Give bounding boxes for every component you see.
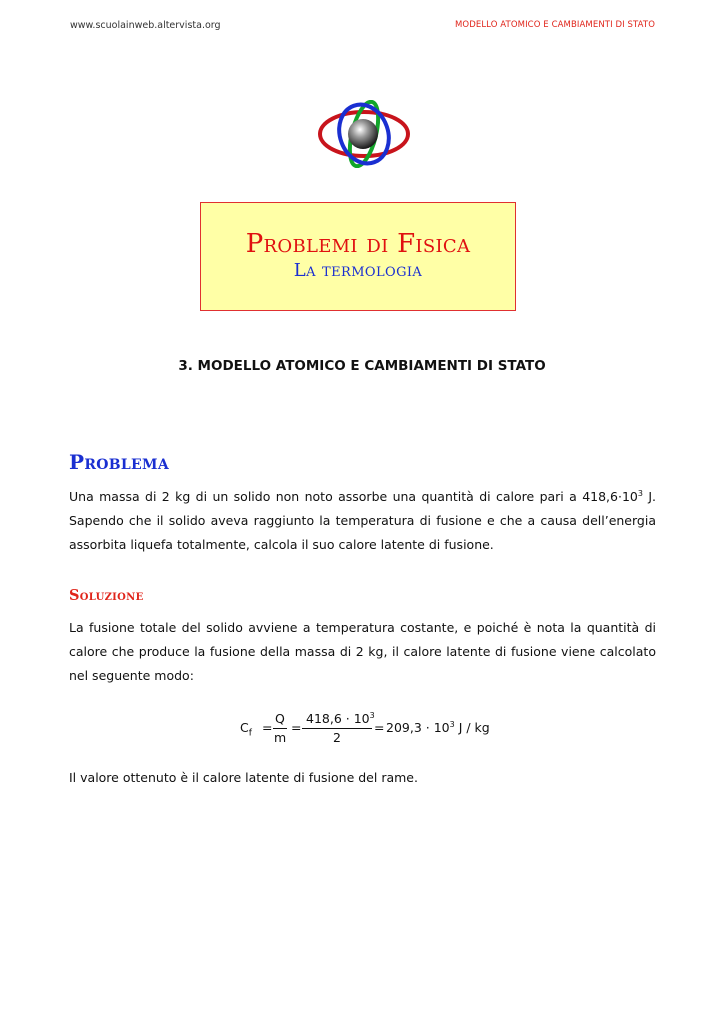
- conclusion-text: Il valore ottenuto è il calore latente di fusione del rame.: [69, 770, 418, 785]
- formula-subscript: f: [248, 728, 252, 739]
- solution-text: La fusione totale del solido avviene a temperatura costante, e poiché è nota la quantità di calore che produce la fusione della massa di 2 kg, il calore latente di fusione viene calcolato nel seguente modo:: [69, 620, 656, 683]
- formula-result: [386, 720, 490, 735]
- formula-num-base: 418,6 · 10: [306, 711, 370, 726]
- header-site: www.scuolainweb.altervista.org: [70, 20, 221, 31]
- problem-heading: Problema: [69, 450, 169, 474]
- formula-eq3: =: [374, 720, 385, 735]
- chapter-heading: 3. MODELLO ATOMICO E CAMBIAMENTI DI STATO: [178, 358, 546, 374]
- problem-text-part1: Una massa di 2 kg di un solido non noto assorbe una quantità di calore pari a 418,6·10: [69, 489, 638, 504]
- formula-symbol: [240, 720, 252, 739]
- fraction-line-1: [273, 728, 287, 729]
- solution-heading: Soluzione: [69, 587, 144, 604]
- formula-result-base: 209,3 · 10: [386, 720, 450, 735]
- fraction-line-2: [302, 728, 372, 729]
- header-section: MODELLO ATOMICO E CAMBIAMENTI DI STATO: [455, 20, 655, 30]
- document-title: Problemi di Fisica: [245, 229, 471, 259]
- formula-num-value: [306, 711, 375, 726]
- formula-den-m: m: [274, 730, 287, 745]
- formula-num-exp: 3: [369, 710, 375, 720]
- formula-eq2: =: [291, 720, 302, 735]
- problem-text-part2: J. Sapendo che il solido aveva raggiunto la temperatura di fusione e che a causa dell’energia assorbita liquefa totalmente, calcola il suo calore latente di fusione.: [69, 489, 656, 552]
- latent-heat-formula: [240, 708, 500, 748]
- formula-eq1: =: [262, 720, 273, 735]
- formula-result-exp: 3: [449, 719, 455, 729]
- formula-den-2: 2: [333, 730, 341, 745]
- atom-logo-icon: [318, 100, 410, 168]
- problem-text: [69, 485, 656, 557]
- problem-exponent: 3: [637, 488, 643, 498]
- formula-unit: J / kg: [458, 720, 490, 735]
- title-box: [200, 202, 516, 311]
- formula-c: C: [240, 720, 249, 735]
- formula-num-q: Q: [275, 711, 285, 726]
- document-subtitle: La termologia: [293, 260, 423, 281]
